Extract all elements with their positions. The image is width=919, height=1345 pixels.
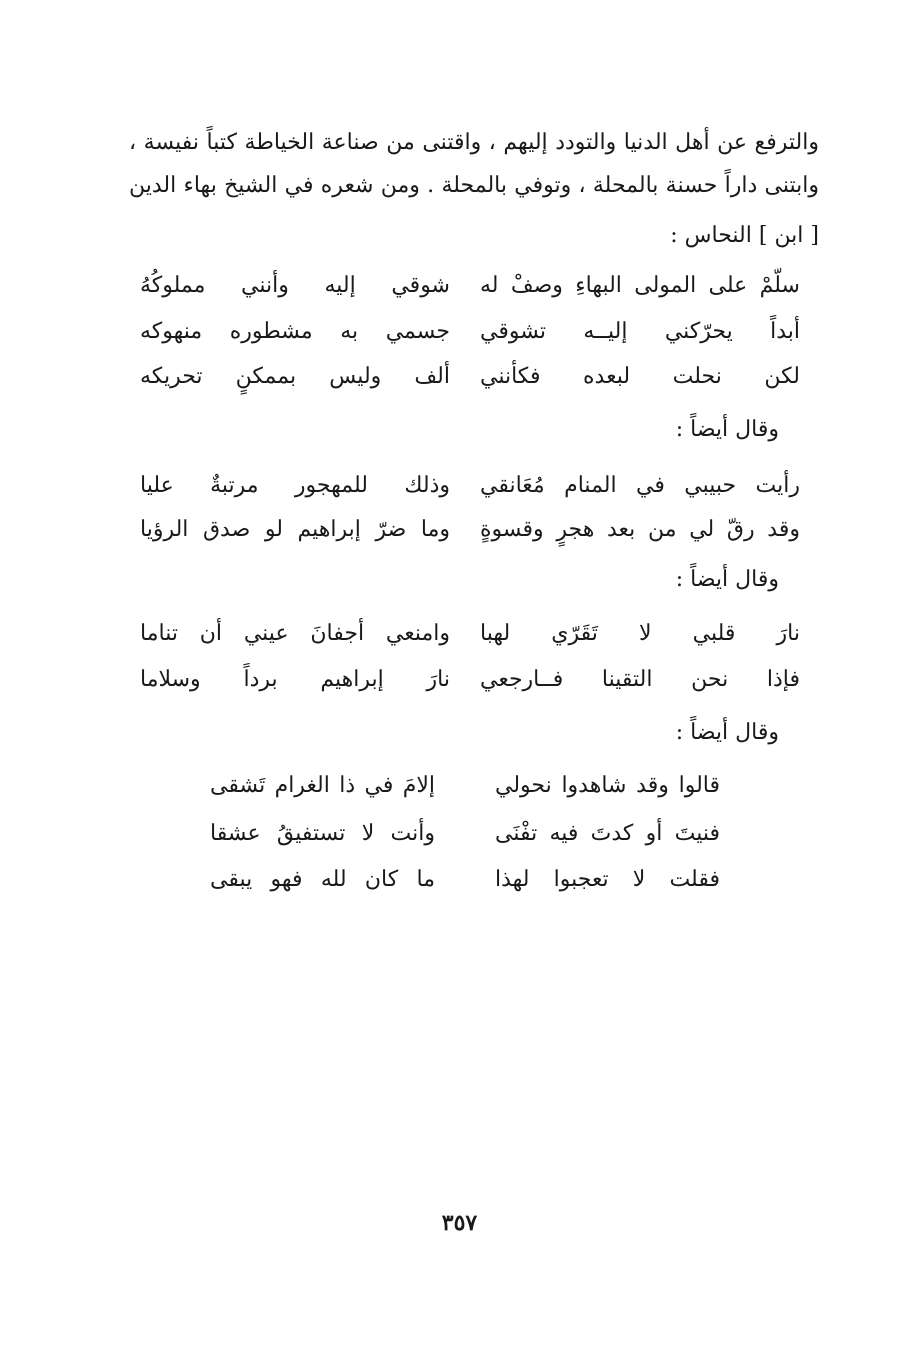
poem-intro: وقال أيضاً : [675, 720, 779, 745]
verse [210, 812, 720, 856]
prose-line: وابتنى داراً حسنة بالمحلة ، وتوفي بالمحلة . ومن شعره في الشيخ بهاء الدين [129, 173, 819, 198]
verse [140, 612, 800, 656]
verse [140, 508, 800, 552]
verse-first-hemistich: فإذا نحن التقينا فــارجعي [480, 667, 800, 692]
verse-first-hemistich: رأيت حبيبي في المنام مُعَانقي [480, 473, 800, 498]
verse-first-hemistich: نارَ قلبي لا تَقَرّي لهبا [480, 621, 800, 646]
poem-intro: وقال أيضاً : [675, 567, 779, 592]
verse [210, 858, 720, 902]
verse-first-hemistich: وقد رقّ لي من بعد هجرٍ وقسوةٍ [480, 517, 800, 542]
verse-second-hemistich: نارَ إبراهيم برداً وسلاما [140, 667, 450, 692]
verse-first-hemistich: قالوا وقد شاهدوا نحولي [495, 773, 720, 798]
verse-second-hemistich: ألف وليس بممكنٍ تحريكه [140, 364, 450, 389]
verse [140, 310, 800, 354]
verse-second-hemistich: ما كان لله فهو يبقى [210, 867, 435, 892]
verse-second-hemistich: وذلك للمهجور مرتبةٌ عليا [140, 473, 450, 498]
verse-first-hemistich: لكن نحلت لبعده فكأنني [480, 364, 800, 389]
verse-first-hemistich: فقلت لا تعجبوا لهذا [495, 867, 720, 892]
page-number: ٣٥٧ [441, 1210, 478, 1236]
verse [140, 264, 800, 308]
verse [140, 464, 800, 508]
prose-line: والترفع عن أهل الدنيا والتودد إليهم ، واقتنى من صناعة الخياطة كتباً نفيسة ، [129, 130, 819, 155]
verse-second-hemistich: وأنت لا تستفيقُ عشقا [210, 821, 435, 846]
verse-second-hemistich: جسمي به مشطوره منهوكه [140, 319, 450, 344]
verse [210, 764, 720, 808]
prose-line: [ ابن ] النحاس : [670, 223, 819, 248]
verse-first-hemistich: سلّمْ على المولى البهاءِ وصفْ له [480, 273, 800, 298]
verse [140, 658, 800, 702]
verse-second-hemistich: إلامَ في ذا الغرام تَشقى [210, 773, 435, 798]
verse-first-hemistich: أبداً يحرّكني إليــه تشوقي [480, 319, 800, 344]
poem-intro: وقال أيضاً : [675, 417, 779, 442]
verse-second-hemistich: وما ضرّ إبراهيم لو صدق الرؤيا [140, 517, 450, 542]
verse-second-hemistich: وامنعي أجفانَ عيني أن تناما [140, 621, 450, 646]
verse [140, 355, 800, 399]
verse-second-hemistich: شوقي إليه وأنني مملوكُهُ [140, 273, 450, 298]
verse-first-hemistich: فنيتَ أو كدتَ فيه تفْنَى [495, 821, 720, 846]
